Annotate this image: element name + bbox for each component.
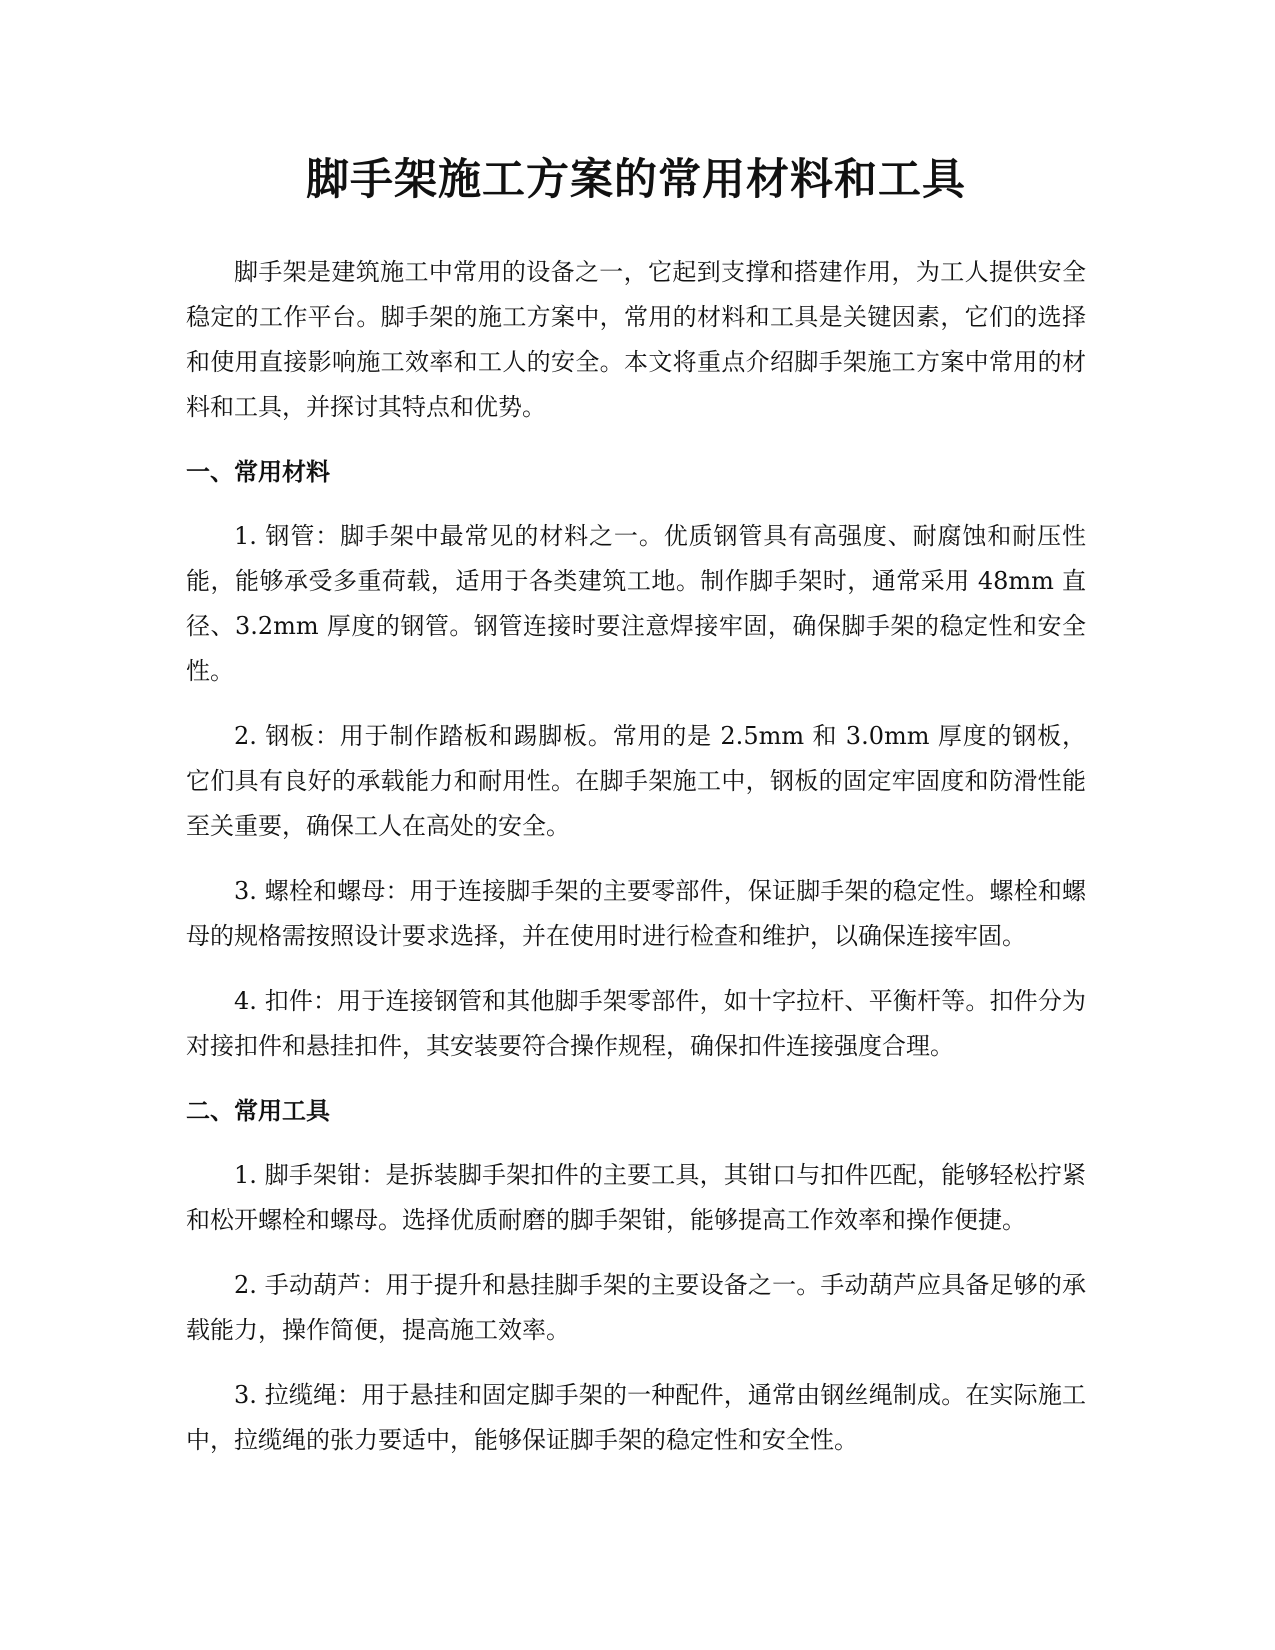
material-item-steel-pipe: 1. 钢管：脚手架中最常见的材料之一。优质钢管具有高强度、耐腐蚀和耐压性能，能够承受多重荷载，适用于各类建筑工地。制作脚手架时，通常采用 48mm 直径、3.2mm 厚度的钢管。钢管连接时要注意焊接牢固，确保脚手架的稳定性和安全性。 (186, 522, 1086, 685)
intro-paragraph: 脚手架是建筑施工中常用的设备之一，它起到支撑和搭建作用，为工人提供安全稳定的工作平台。脚手架的施工方案中，常用的材料和工具是关键因素，它们的选择和使用直接影响施工效率和工人的安全。本文将重点介绍脚手架施工方案中常用的材料和工具，并探讨其特点和优势。 (186, 258, 1086, 421)
section-heading-tools: 二、常用工具 (186, 1097, 330, 1125)
material-item-bolts-nuts: 3. 螺栓和螺母：用于连接脚手架的主要零部件，保证脚手架的稳定性。螺栓和螺母的规格需按照设计要求选择，并在使用时进行检查和维护，以确保连接牢固。 (186, 877, 1086, 950)
tool-item-guy-rope: 3. 拉缆绳：用于悬挂和固定脚手架的一种配件，通常由钢丝绳制成。在实际施工中，拉缆绳的张力要适中，能够保证脚手架的稳定性和安全性。 (186, 1381, 1086, 1454)
tool-item-chain-hoist: 2. 手动葫芦：用于提升和悬挂脚手架的主要设备之一。手动葫芦应具备足够的承载能力，操作简便，提高施工效率。 (186, 1271, 1086, 1344)
document-title: 脚手架施工方案的常用材料和工具 (306, 155, 966, 205)
section-heading-materials: 一、常用材料 (186, 458, 330, 486)
document-page (186, 150, 1086, 1483)
material-item-couplers: 4. 扣件：用于连接钢管和其他脚手架零部件，如十字拉杆、平衡杆等。扣件分为对接扣件和悬挂扣件，其安装要符合操作规程，确保扣件连接强度合理。 (186, 987, 1086, 1060)
material-item-steel-plate: 2. 钢板：用于制作踏板和踢脚板。常用的是 2.5mm 和 3.0mm 厚度的钢板，它们具有良好的承载能力和耐用性。在脚手架施工中，钢板的固定牢固度和防滑性能至关重要，确保工人在高处的安全。 (186, 722, 1086, 840)
tool-item-scaffold-pliers: 1. 脚手架钳：是拆装脚手架扣件的主要工具，其钳口与扣件匹配，能够轻松拧紧和松开螺栓和螺母。选择优质耐磨的脚手架钳，能够提高工作效率和操作便捷。 (186, 1161, 1086, 1234)
